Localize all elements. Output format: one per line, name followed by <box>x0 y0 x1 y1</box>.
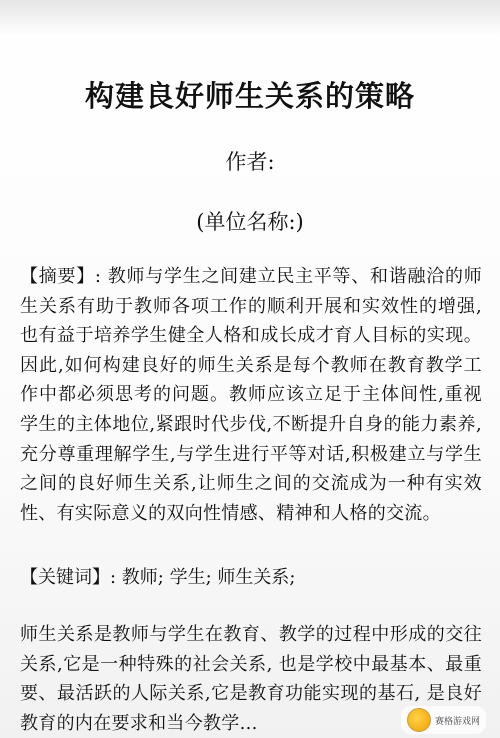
keywords-line: 【关键词】: 教师; 学生; 师生关系; <box>20 567 296 588</box>
watermark-text: 赛格游戏网 <box>434 716 480 727</box>
abstract-paragraph: 【摘要】: 教师与学生之间建立民主平等、和谐融洽的师生关系有助于教师各项工作的顺利开展和实效性的增强,也有益于培养学生健全人格和成长成才育人目标的实现。因此,如何构建良好的师生关系是每个教师在教育教学工作中都必须思考的问题。教师应该立足于主体间性,重视学生的主体地位,紧跟时代步伐,不断提升自身的能力素养,充分尊重理解学生,与学生进行平等对话,积极建立与学生之间的良好师生关系,让师生之间的交流成为一种有实效性、有实际意义的双向性情感、精神和人格的交流。 <box>20 266 482 524</box>
body-paragraph: 师生关系是教师与学生在教育、教学的过程中形成的交往关系,它是一种特殊的社会关系, 也是学校中最基本、最重要、最活跃的人际关系,它是教育功能实现的基石, 是良好教育的内在要求和当今教学... <box>20 624 482 734</box>
unit-label: (单位名称:) <box>196 210 304 234</box>
watermark <box>401 706 486 734</box>
top-shadow <box>0 0 500 36</box>
document-title: 构建良好师生关系的策略 <box>84 79 415 113</box>
site-logo-icon <box>407 708 431 732</box>
author-label: 作者: <box>225 150 275 174</box>
